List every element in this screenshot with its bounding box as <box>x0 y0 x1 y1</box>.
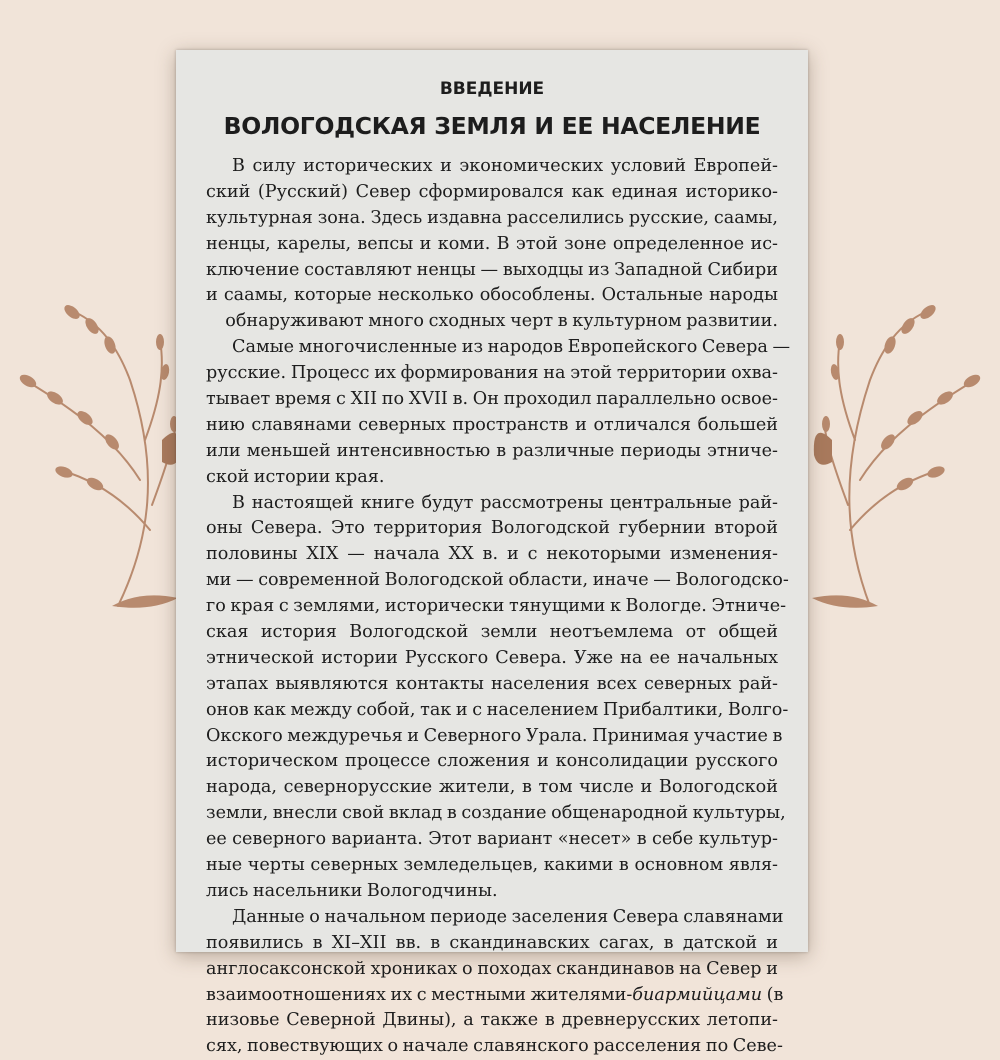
text-line: Данные о начальном периоде заселения Севера славянами <box>232 906 784 927</box>
text-line: и саамы, которые несколько обособлены. Остальные народы <box>206 285 778 306</box>
right-leaf-icon <box>812 595 878 607</box>
text-line: лись насельники Вологодчины. <box>206 880 498 901</box>
text-line: Окского междуречья и Северного Урала. Принимая участие в <box>206 725 783 746</box>
left-willow-buds-icon <box>18 302 178 492</box>
text-line: ми — современной Вологодской области, иначе — Вологодско- <box>206 570 789 591</box>
chapter-title: ВОЛОГОДСКАЯ ЗЕМЛЯ И ЕЕ НАСЕЛЕНИЕ <box>223 112 761 140</box>
text-line: тывает время с XII по XVII в. Он проходил параллельно освое- <box>206 389 778 410</box>
italic-term: биармийцами <box>632 984 763 1005</box>
text-fragment: взаимоотношениях их с местными жителями- <box>206 984 633 1005</box>
text-line: В силу исторических и экономических условий Европей- <box>232 156 778 176</box>
text-line: оны Севера. Это территория Вологодской губернии второй <box>206 518 778 539</box>
right-willow-buds-icon <box>822 302 982 492</box>
text-line: Самые многочисленные из народов Европейского Севера — <box>232 337 791 358</box>
text-line: культурная зона. Здесь издавна расселились русские, саамы, <box>206 207 778 228</box>
text-line: ненцы, карелы, вепсы и коми. В этой зоне определенное ис- <box>206 233 778 254</box>
text-line: обнаруживают много сходных черт в культурном развитии. <box>225 311 778 332</box>
text-line: народа, севернорусские жители, в том числе и Вологодской <box>206 777 778 798</box>
text-line: этнической истории Русского Севера. Уже на ее начальных <box>206 647 778 668</box>
text-line: ский (Русский) Север сформировался как единая историко- <box>206 181 778 202</box>
text-line: или меньшей интенсивностью в различные периоды этниче- <box>206 440 778 461</box>
text-line: ская история Вологодской земли неотъемлема от общей <box>206 622 778 643</box>
book-page <box>176 50 808 1057</box>
text-line: появились в XI–XII вв. в скандинавских сагах, в датской и <box>206 932 778 953</box>
text-line: го края с землями, исторически тянущими к Вологде. Этниче- <box>206 596 787 617</box>
text-line: В настоящей книге будут рассмотрены центральные рай- <box>232 492 778 513</box>
text-line: этапах выявляются контакты населения всех северных рай- <box>206 673 778 694</box>
text-line: историческом процессе сложения и консолидации русского <box>206 751 778 772</box>
text-line: ской истории края. <box>206 466 385 487</box>
left-willow-branch-icon <box>25 310 176 606</box>
text-line: сях, повествующих о начале славянского расселения по Севе- <box>206 1036 783 1057</box>
text-fragment: (в <box>762 984 784 1005</box>
section-heading: ВВЕДЕНИЕ <box>439 79 545 99</box>
text-line: низовье Северной Двины), а также в древнерусских летопи- <box>206 1010 778 1031</box>
text-line-with-italic <box>206 983 784 1009</box>
text-line: русские. Процесс их формирования на этой территории охва- <box>206 363 778 384</box>
text-line: англосаксонской хрониках о походах скандинавов на Север и <box>206 958 778 979</box>
right-bud-shape-icon <box>814 433 832 465</box>
text-line: ее северного варианта. Этот вариант «несет» в себе культур- <box>206 829 778 850</box>
text-line: онов как между собой, так и с населением Прибалтики, Волго- <box>206 699 789 720</box>
text-line: ные черты северных земледельцев, какими в основном явля- <box>206 855 778 876</box>
text-line: половины XIX — начала XX в. и с некоторыми изменения- <box>206 544 778 565</box>
text-line: ключение составляют ненцы — выходцы из Западной Сибири <box>206 259 778 280</box>
text-line: нию славянами северных пространств и отличался большей <box>206 414 778 435</box>
body-text <box>206 154 791 1060</box>
right-willow-branch-icon <box>824 310 975 606</box>
text-line: земли, внесли свой вклад в создание общенародной культуры, <box>206 803 786 824</box>
